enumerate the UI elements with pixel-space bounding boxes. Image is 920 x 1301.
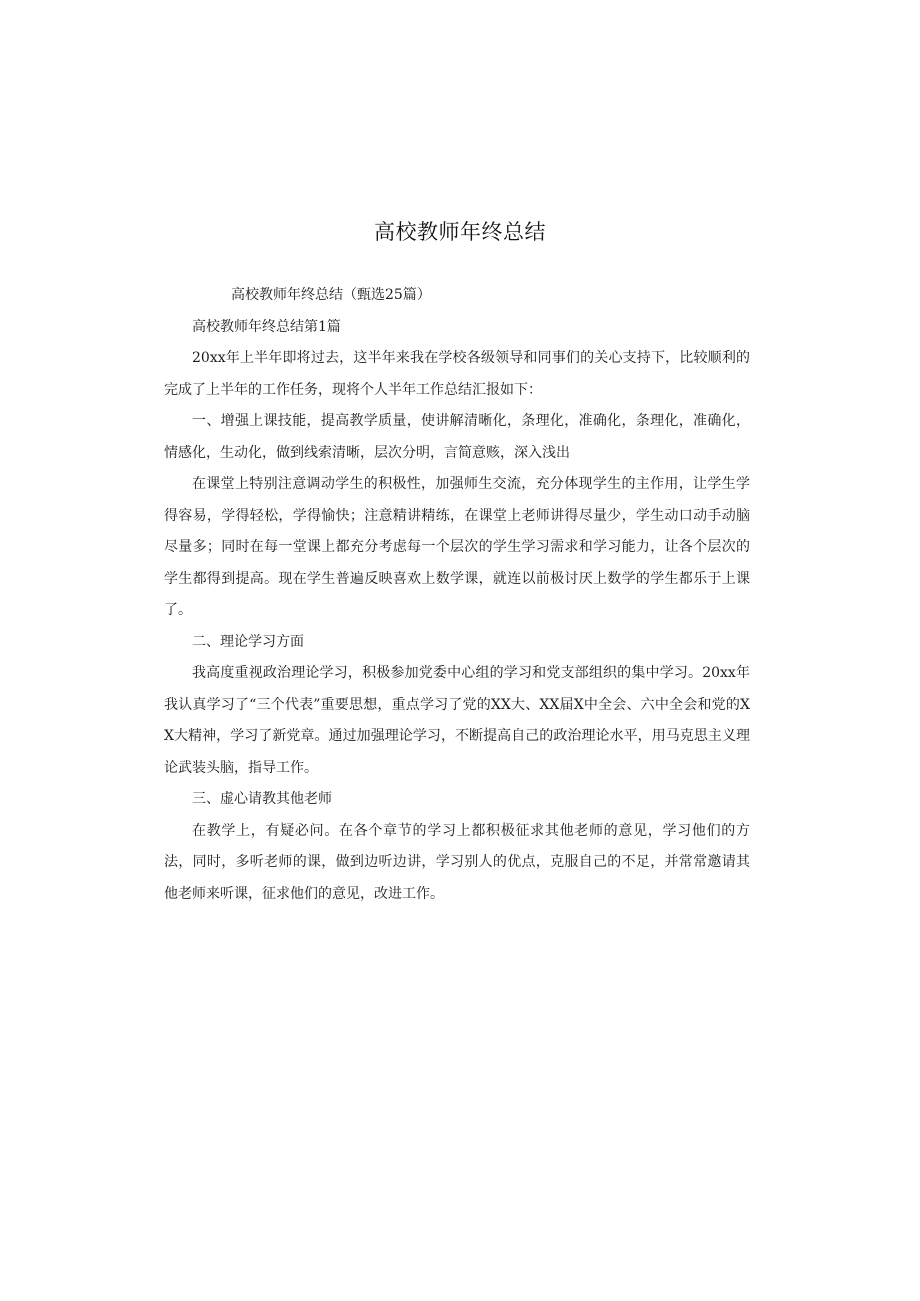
paragraph: 我高度重视政治理论学习，积极参加党委中心组的学习和党支部组织的集中学习。20xx年我认真学习了“三个代表”重要思想，重点学习了党的XX大、XX届X中全会、六中全会和党的XX大精神，学习了新党章。通过加强理论学习，不断提高自己的政治理论水平，用马克思主义理论武装头脑，指导工作。 bbox=[164, 665, 750, 776]
section-heading: 高校教师年终总结第1篇 bbox=[192, 318, 341, 335]
paragraph: 20xx年上半年即将过去，这半年来我在学校各级领导和同事们的关心支持下，比较顺利的完成了上半年的工作任务，现将个人半年工作总结汇报如下： bbox=[164, 350, 750, 398]
section-heading: 三、虚心请教其他老师 bbox=[192, 791, 332, 807]
paragraph: 在课堂上特别注意调动学生的积极性，加强师生交流，充分体现学生的主作用，让学生学得容易，学得轻松，学得愉快；注意精讲精练，在课堂上老师讲得尽量少，学生动口动手动脑尽量多；同时在每一堂课上都充分考虑每一个层次的学生学习需求和学习能力，让各个层次的学生都得到提高。现在学生普遍反映喜欢上数学课，就连以前极讨厌上数学的学生都乐于上课了。 bbox=[164, 476, 750, 618]
paragraph: 在教学上，有疑必问。在各个章节的学习上都积极征求其他老师的意见，学习他们的方法，同时，多听老师的课，做到边听边讲，学习别人的优点，克服自己的不足，并常常邀请其他老师来听课，征求他们的意见，改进工作。 bbox=[164, 822, 750, 902]
paragraph: 一、增强上课技能，提高教学质量，使讲解清晰化，条理化，准确化，条理化，准确化，情感化，生动化，做到线索清晰，层次分明，言简意赅，深入浅出 bbox=[164, 413, 750, 461]
document-title: 高校教师年终总结 bbox=[374, 220, 546, 244]
document-body bbox=[164, 280, 750, 910]
document-subtitle: 高校教师年终总结（甄选25篇） bbox=[231, 287, 431, 303]
section-heading: 二、理论学习方面 bbox=[192, 633, 304, 650]
